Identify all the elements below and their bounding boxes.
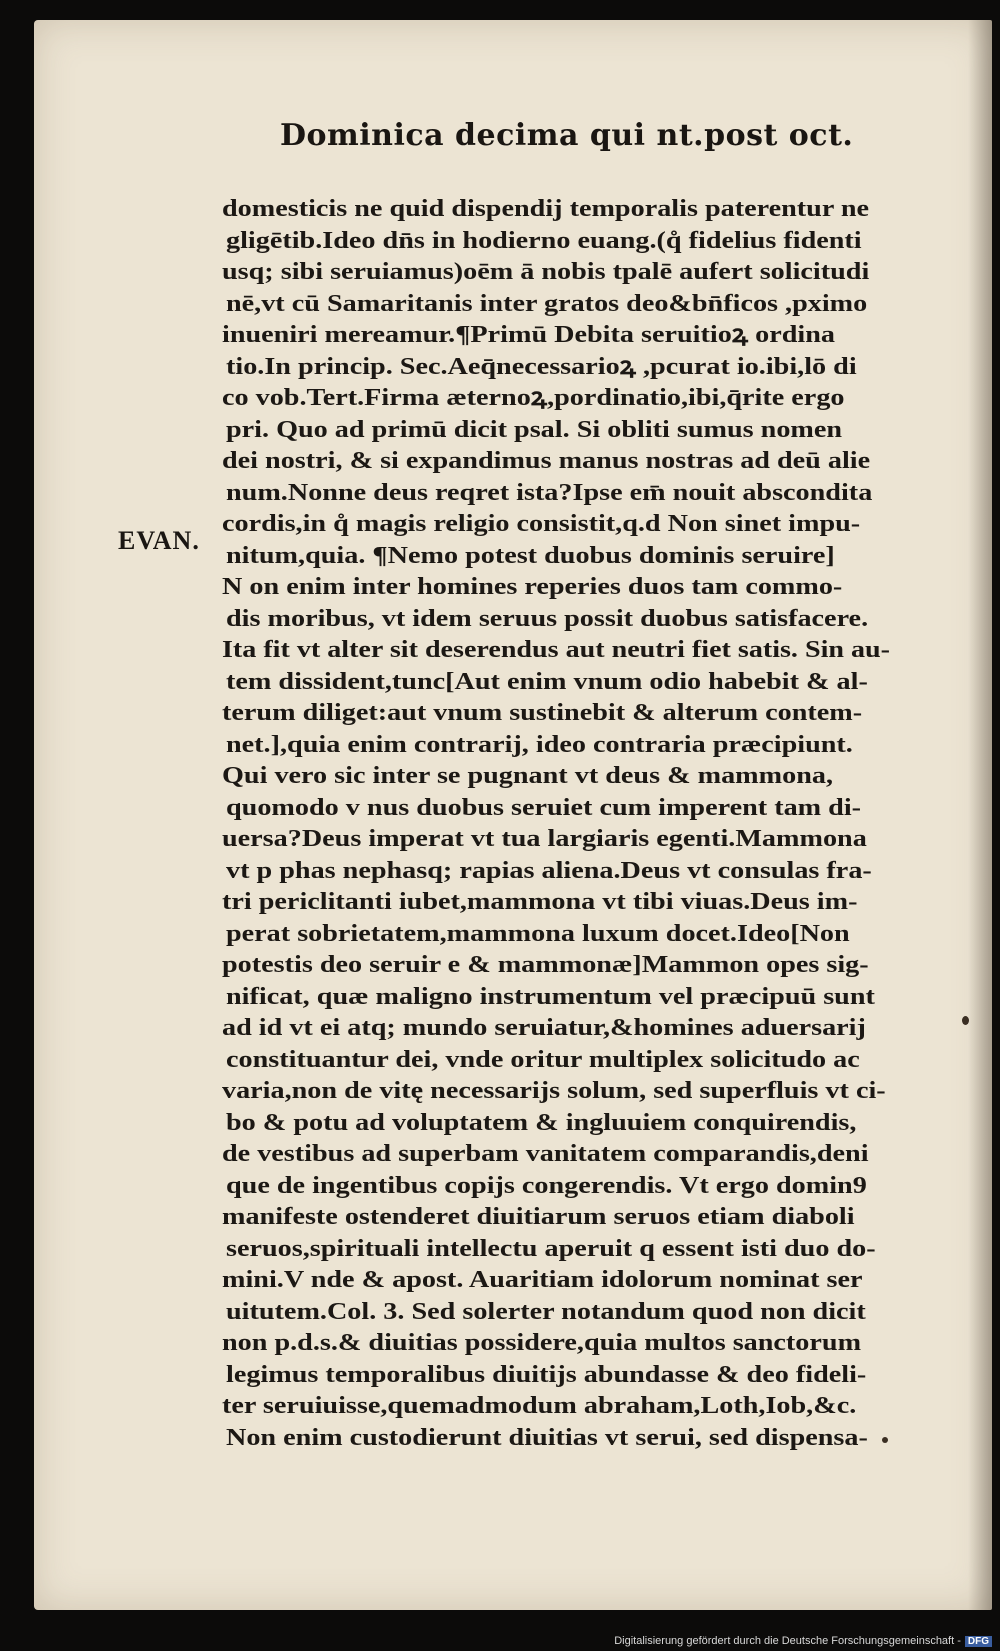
text-line: Non enim custodierunt diuitias vt serui, sed dispensa- — [226, 1423, 868, 1451]
ink-spot — [882, 1437, 888, 1443]
ink-spot — [962, 1016, 969, 1025]
text-line: num.Nonne deus reqret ista?Ipse em̄ nouit abscondita — [226, 478, 873, 506]
text-line: tio.In princip. Sec.Aeq̄necessarioꝝ ,pcurat io.ibi,lō di — [226, 352, 857, 380]
text-line: seruos,spirituali intellectu aperuit q essent isti duo do- — [226, 1234, 876, 1262]
text-line: uitutem.Col. 3. Sed solerter notandum quod non dicit — [226, 1297, 866, 1325]
text-line: ter seruiuisse,quemadmodum abraham,Loth,Iob,&c. — [222, 1392, 857, 1419]
text-line: terum diliget:aut vnum sustinebit & alterum contem- — [222, 699, 863, 726]
text-line: bo & potu ad voluptatem & ingluuiem conquirendis, — [226, 1108, 857, 1136]
text-line: nē,vt cū Samaritanis inter gratos deo&bn̄ficos ,pximo — [226, 289, 868, 317]
text-line: vt p phas nephasq; rapias aliena.Deus vt consulas fra- — [226, 856, 872, 884]
text-line: dei nostri, & si expandimus manus nostras ad deū alie — [222, 447, 871, 474]
page-gutter-shadow — [968, 20, 992, 1610]
text-line: uersa?Deus imperat vt tua largiaris egenti.Mammona — [222, 825, 867, 852]
text-line: tem dissident,tunc[Aut enim vnum odio habebit & al- — [226, 667, 868, 695]
text-line: non p.d.s.& diuitias possidere,quia multos sanctorum — [222, 1329, 862, 1356]
text-line: que de ingentibus copijs congerendis. Vt ergo domin9 — [226, 1171, 867, 1199]
text-line: Qui vero sic inter se pugnant vt deus & mammona, — [222, 762, 834, 789]
text-line: constituantur dei, vnde oritur multiplex solicitudo ac — [226, 1045, 860, 1073]
text-line: gligētib.Ideo dn̄s in hodierno euang.(q̊ fidelius fidenti — [226, 226, 862, 254]
margin-note: EVAN. — [118, 526, 200, 555]
text-line: net.],quia enim contrarij, ideo contraria præcipiunt. — [226, 730, 853, 758]
text-line: tri periclitanti iubet,mammona vt tibi viuas.Deus im- — [222, 888, 858, 915]
text-line: Ita fit vt alter sit deserendus aut neutri fiet satis. Sin au- — [222, 636, 891, 663]
text-line: dis moribus, vt idem seruus possit duobus satisfacere. — [226, 604, 869, 632]
text-line: cordis,in q̊ magis religio consistit,q.d Non sinet impu- — [222, 510, 861, 537]
text-line: pri. Quo ad primū dicit psal. Si obliti sumus nomen — [226, 415, 843, 443]
text-line: potestis deo seruir e & mammonæ]Mammon opes sig- — [222, 951, 869, 978]
text-line: nitum,quia. ¶Nemo potest duobus dominis seruire] — [226, 541, 835, 569]
text-line: manifeste ostenderet diuitiarum seruos etiam diaboli — [222, 1203, 855, 1230]
text-line: N on enim inter homines reperies duos tam commo- — [222, 573, 843, 600]
text-line: inueniri mereamur.¶Primū Debita seruitioꝝ ordina — [222, 321, 835, 348]
text-line: ad id vt ei atq; mundo seruiatur,&homines aduersarij — [222, 1014, 866, 1041]
text-line: de vestibus ad superbam vanitatem comparandis,deni — [222, 1140, 869, 1167]
text-line: perat sobrietatem,mammona luxum docet.Ideo[Non — [226, 919, 850, 947]
digitization-credit-text: Digitalisierung gefördert durch die Deutsche Forschungsgemeinschaft - — [614, 1635, 961, 1647]
text-line: quomodo v nus duobus seruiet cum imperent tam di- — [226, 793, 862, 821]
text-line: usq; sibi seruiamus)oēm ā nobis tpalē aufert solicitudi — [222, 258, 870, 285]
running-head: Dominica decima qui nt.post oct. — [280, 118, 854, 153]
text-line: mini.V nde & apost. Auaritiam idolorum nominat ser — [222, 1266, 863, 1293]
digitization-credit — [614, 1635, 992, 1647]
text-line: domesticis ne quid dispendij temporalis paterentur ne — [222, 195, 870, 222]
dfg-logo: DFG — [965, 1636, 992, 1647]
text-line: legimus temporalibus diuitijs abundasse & deo fideli- — [226, 1360, 867, 1388]
text-line: nificat, quæ maligno instrumentum vel præcipuū sunt — [226, 982, 875, 1010]
text-line: co vob.Tert.Firma æternoꝝ,pordinatio,ibi,q̄rite ergo — [222, 384, 845, 411]
text-line: varia,non de vitę necessarijs solum, sed superfluis vt ci- — [222, 1077, 886, 1104]
